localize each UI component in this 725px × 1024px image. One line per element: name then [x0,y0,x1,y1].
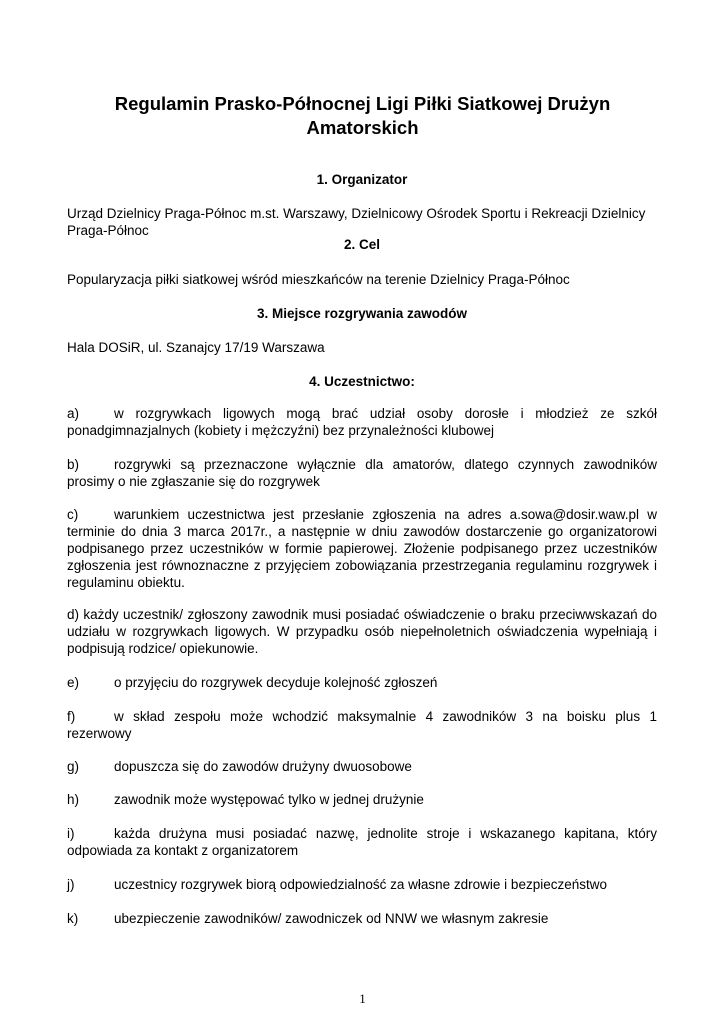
section-heading-organizer: 1. Organizator [316,172,408,187]
list-item-d: d) każdy uczestnik/ zgłoszony zawodnik musi posiadać oświadczenie o braku przeciwwskazań do udziału w rozgrywkach ligowych. W przypadku osób niepełnoletnich oświadczenia wypełniają i podpisują rodzice/ opiekunowie. [67,607,657,656]
list-item-text: w skład zespołu może wchodzić maksymalnie 4 zawodników 3 na boisku plus 1 rezerwowy [67,709,657,741]
goal-text: Popularyzacja piłki siatkowej wśród mieszkańców na terenie Dzielnicy Praga-Północ [67,272,570,287]
list-item-text: dopuszcza się do zawodów drużyny dwuosobowe [114,759,412,774]
list-item-g [67,758,657,775]
list-item-text: w rozgrywkach ligowych mogą brać udział osoby dorosłe i młodzież ze szkół ponadgimnazjalnych (kobiety i mężczyźni) bez przynależności klubowej [67,406,657,438]
list-item-k [67,910,657,927]
list-item-text: o przyjęciu do rozgrywek decyduje kolejność zgłoszeń [114,675,438,690]
list-item-label: e) [67,675,80,690]
list-item-label: a) [67,406,80,421]
list-item-label: i) [67,826,75,841]
list-item-c [67,506,657,591]
list-item-text: zawodnik może występować tylko w jednej drużynie [114,792,424,807]
list-item-label: f) [67,709,76,724]
list-item-text: ubezpieczenie zawodników/ zawodniczek od NNW we własnym zakresie [114,911,549,926]
page-number: 1 [359,991,366,1006]
list-item-label: c) [67,507,79,522]
document-title: Regulamin Prasko-Północnej Ligi Piłki Siatkowej Drużyn Amatorskich [114,93,611,138]
section-heading-participation: 4. Uczestnictwo: [309,374,415,389]
list-item-j [67,876,657,893]
list-item-label: h) [67,792,80,807]
list-item-i [67,825,657,859]
list-item-text: rozgrywki są przeznaczone wyłącznie dla amatorów, dlatego czynnych zawodników prosimy o nie zgłaszanie się do rozgrywek [67,457,657,489]
organizer-text: Urząd Dzielnicy Praga-Północ m.st. Warszawy, Dzielnicowy Ośrodek Sportu i Rekreacji Dzielnicy Praga-Północ [67,206,646,238]
section-heading-venue: 3. Miejsce rozgrywania zawodów [256,306,468,321]
list-item-e [67,674,657,691]
list-item-label: j) [67,877,75,892]
list-item-label: k) [67,911,79,926]
list-item-f [67,708,657,742]
list-item-text: uczestnicy rozgrywek biorą odpowiedzialność za własne zdrowie i bezpieczeństwo [114,877,607,892]
section-heading-goal: 2. Cel [343,237,381,252]
venue-text: Hala DOSiR, ul. Szanajcy 17/19 Warszawa [67,340,325,355]
list-item-a [67,405,657,439]
list-item-text: każda drużyna musi posiadać nazwę, jednolite stroje i wskazanego kapitana, który odpowiada za kontakt z organizatorem [67,826,657,858]
list-item-label: g) [67,759,80,774]
list-item-h [67,791,657,808]
list-item-label: b) [67,457,80,472]
list-item-text: warunkiem uczestnictwa jest przesłanie zgłoszenia na adres a.sowa@dosir.waw.pl w terminie do dnia 3 marca 2017r., a następnie w dniu zawodów dostarczenie go organizatorowi podpisanego przez uczestników w formie papierowej. Złożenie podpisanego przez uczestników zgłoszenia jest równoznaczne z przyjęciem zobowiązania przestrzegania regulaminu rozgrywek i regulaminu obiektu. [67,507,657,590]
list-item-b [67,456,657,490]
